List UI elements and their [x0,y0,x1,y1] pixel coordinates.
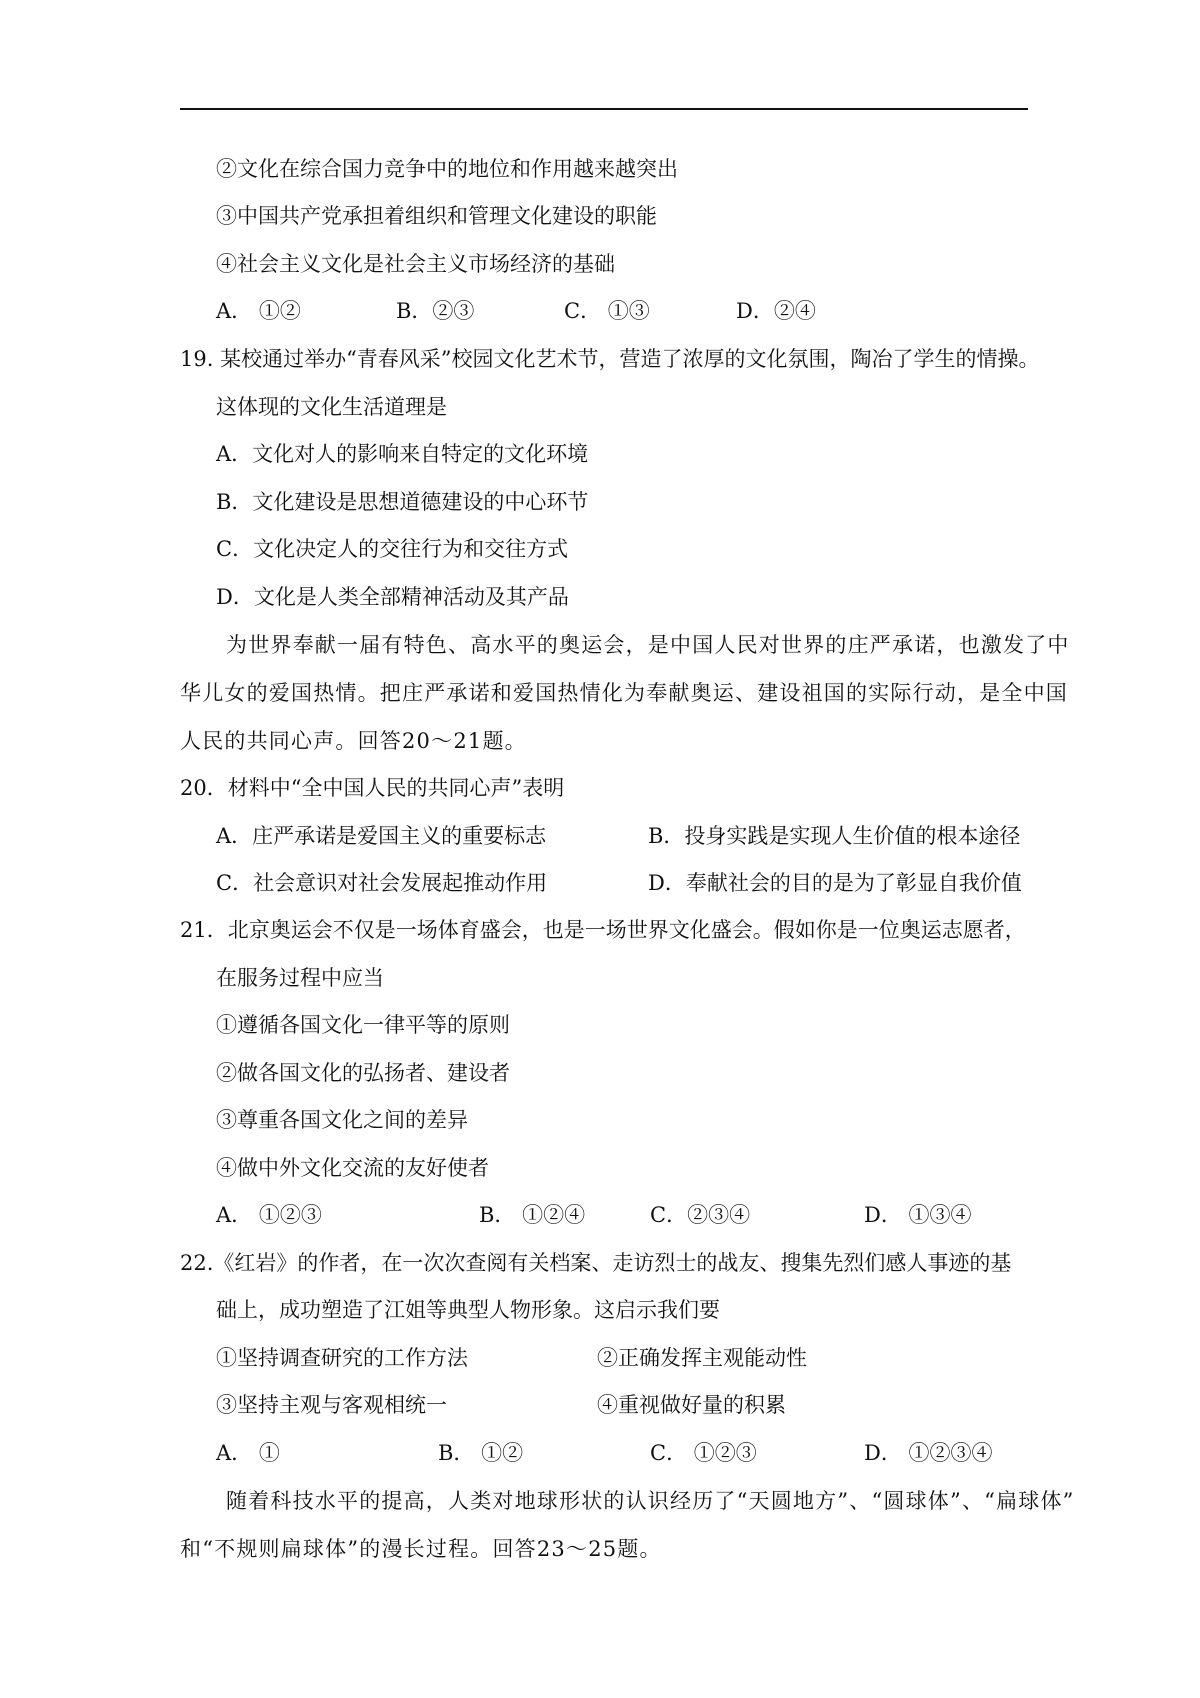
q22-item-4: ④重视做好量的积累 [597,1393,786,1417]
q20-option-a: A．庄严承诺是爱国主义的重要标志 [216,824,547,848]
q22-option-b: B． ①② [438,1441,524,1465]
q19-option-a: A．文化对人的影响来自特定的文化环境 [216,442,589,466]
q20-options-row2 [216,869,1036,897]
q18-option-d: D．②④ [736,299,816,323]
q19-option-c: C．文化决定人的交往行为和交往方式 [216,537,569,561]
q18-item-3: ③中国共产党承担着组织和管理文化建设的职能 [216,204,657,228]
q20-stem: 20．材料中“全中国人民的共同心声”表明 [180,776,565,800]
q18-option-a: A． ①② [216,299,301,323]
header-rule [180,108,1028,110]
q20-options-row1 [216,822,1036,850]
q18-option-c: C． ①③ [564,299,650,323]
q22-option-a: A． ① [216,1441,280,1465]
q22-option-c: C． ①②③ [650,1441,757,1465]
q21-option-c: C．②③④ [650,1203,751,1227]
q22-option-d: D． ①②③④ [864,1441,993,1465]
material-1-line3: 人民的共同心声。回答20～21题。 [180,729,527,753]
q21-option-a: A． ①②③ [216,1203,322,1227]
material-1-line2: 华儿女的爱国热情。把庄严承诺和爱国热情化为奉献奥运、建设祖国的实际行动，是全中国 [180,681,1068,705]
q21-item-1: ①遵循各国文化一律平等的原则 [216,1013,510,1037]
q19-option-d: D．文化是人类全部精神活动及其产品 [216,585,569,609]
q19-stem-line1: 19. 某校通过举办“青春风采”校园文化艺术节，营造了浓厚的文化氛围，陶冶了学生的情操。 [180,347,1040,371]
q21-option-b: B． ①②④ [479,1203,586,1227]
q22-items-row2 [216,1391,1036,1419]
q20-option-c: C．社会意识对社会发展起推动作用 [216,871,548,895]
q22-items-row1 [216,1344,1036,1372]
q21-item-2: ②做各国文化的弘扬者、建设者 [216,1061,510,1085]
material-2-line1: 随着科技水平的提高，人类对地球形状的认识经历了“天圆地方”、“圆球体”、“扁球体” [226,1489,1075,1513]
q21-item-4: ④做中外文化交流的友好使者 [216,1156,489,1180]
q21-item-3: ③尊重各国文化之间的差异 [216,1108,468,1132]
q21-stem-line2: 在服务过程中应当 [216,966,384,990]
q18-item-4: ④社会主义文化是社会主义市场经济的基础 [216,252,615,276]
q22-item-3: ③坚持主观与客观相统一 [216,1393,447,1417]
q22-stem-line1: 22.《红岩》的作者，在一次次查阅有关档案、走访烈士的战友、搜集先烈们感人事迹的基 [180,1251,1012,1275]
q21-stem-line1: 21．北京奥运会不仅是一场体育盛会，也是一场世界文化盛会。假如你是一位奥运志愿者， [180,918,1026,942]
q20-option-d: D．奉献社会的目的是为了彰显自我价值 [648,871,1022,895]
q19-stem-line2: 这体现的文化生活道理是 [216,395,447,419]
q22-item-2: ②正确发挥主观能动性 [597,1346,807,1370]
q18-option-b: B．②③ [396,299,475,323]
q20-option-b: B．投身实践是实现人生价值的根本途径 [648,824,1021,848]
q18-options [216,297,1036,325]
q22-stem-line2: 础上，成功塑造了江姐等典型人物形象。这启示我们要 [216,1298,720,1322]
q22-options [216,1439,1036,1467]
q21-options [216,1201,1036,1229]
q21-option-d: D． ①③④ [864,1203,972,1227]
q18-item-2: ②文化在综合国力竞争中的地位和作用越来越突出 [216,157,678,181]
q19-option-b: B．文化建设是思想道德建设的中心环节 [216,490,589,514]
q22-item-1: ①坚持调查研究的工作方法 [216,1346,468,1370]
material-2-line2: 和“不规则扁球体”的漫长过程。回答23～25题。 [180,1537,662,1561]
material-1-line1: 为世界奉献一届有特色、高水平的奥运会，是中国人民对世界的庄严承诺，也激发了中 [226,633,1070,657]
